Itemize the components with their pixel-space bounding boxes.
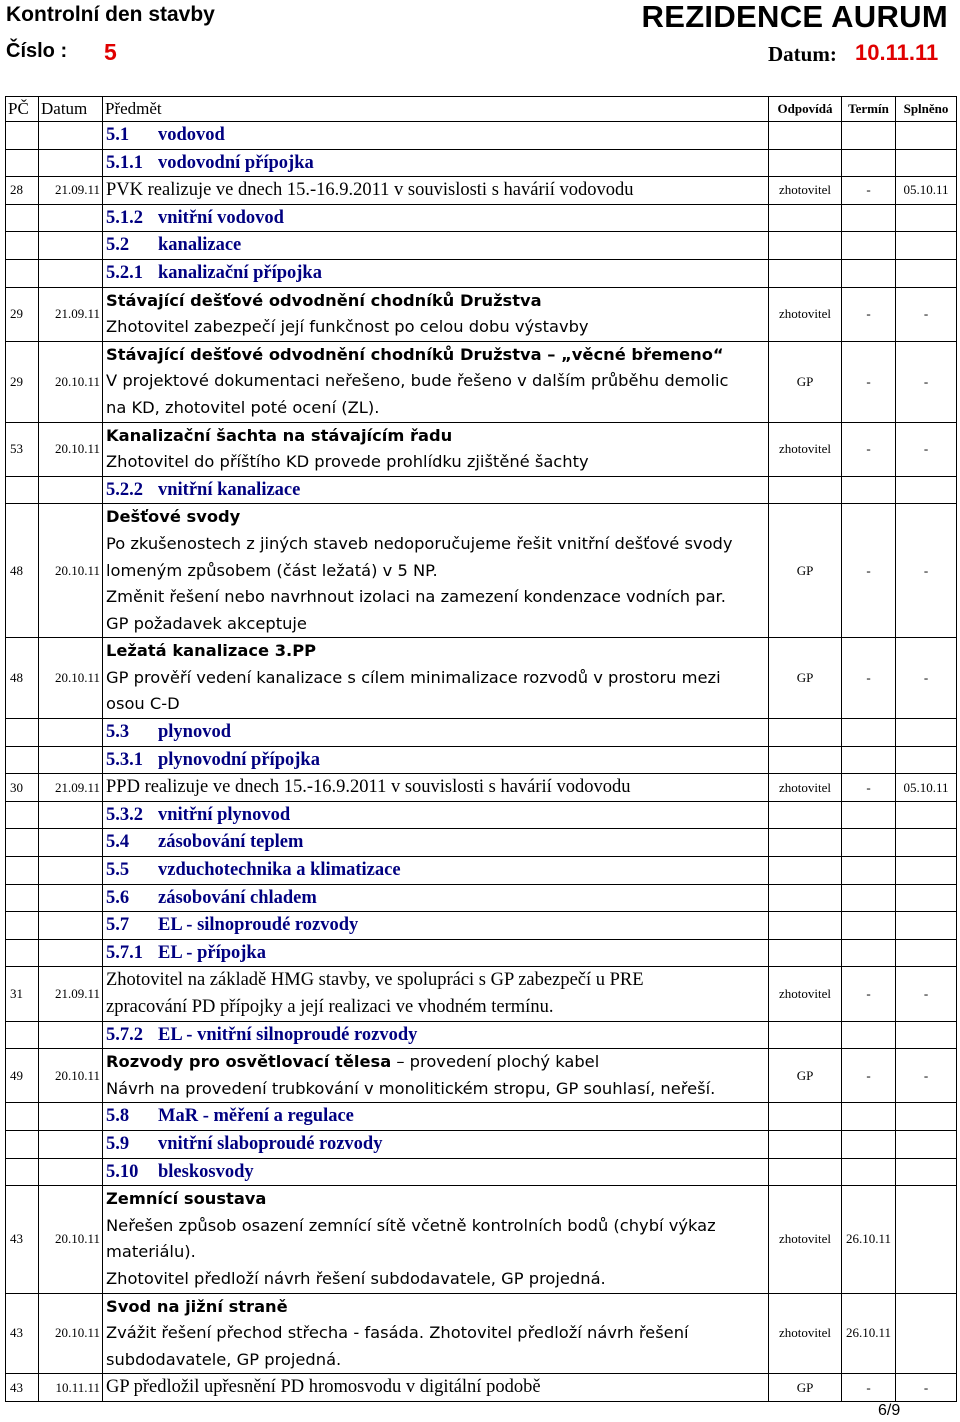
- section-row: [6, 1130, 957, 1158]
- subject-line: Stávající dešťové odvodnění chodníků Družstva – „věcné břemeno“: [106, 344, 724, 364]
- row-deadline: -: [842, 1374, 896, 1402]
- row-deadline: [842, 149, 896, 177]
- row-date: [39, 1103, 103, 1131]
- subject-line: Zhotovitel předloží návrh řešení subdodavatele, GP projedná.: [106, 1268, 606, 1288]
- section-heading: [103, 1103, 769, 1131]
- row-responsible: [769, 122, 842, 150]
- table-row: [6, 967, 957, 1021]
- row-done: -: [896, 341, 957, 422]
- row-subject: [103, 1374, 769, 1402]
- row-done: [896, 857, 957, 885]
- section-number: 5.6: [106, 887, 130, 908]
- row-date: [39, 801, 103, 829]
- subject-rest: – provedení plochý kabel: [391, 1052, 600, 1072]
- section-title: EL - vnitřní silnoproudé rozvody: [158, 1024, 418, 1045]
- section-row: [6, 476, 957, 504]
- row-number: [6, 476, 39, 504]
- row-done: [896, 476, 957, 504]
- number-value: 5: [104, 39, 117, 65]
- section-heading: [103, 719, 769, 747]
- table-header-row: [6, 97, 957, 122]
- row-date: [39, 122, 103, 150]
- row-subject: [103, 341, 769, 422]
- row-responsible: GP: [769, 504, 842, 638]
- page-number: 6/9: [878, 1402, 901, 1419]
- row-date: 10.11.11: [39, 1374, 103, 1402]
- row-number: [6, 857, 39, 885]
- subject-line: Zhotovitel na základě HMG stavby, ve spolupráci s GP zabezpečí u PRE: [106, 970, 644, 991]
- row-responsible: zhotovitel: [769, 967, 842, 1021]
- section-title: vnitřní vodovod: [158, 207, 284, 228]
- row-subject: [103, 774, 769, 802]
- row-deadline: [842, 476, 896, 504]
- subject-line: materiálu).: [106, 1242, 196, 1262]
- row-date: [39, 719, 103, 747]
- section-row: [6, 857, 957, 885]
- row-done: -: [896, 287, 957, 341]
- row-number: [6, 719, 39, 747]
- row-deadline: [842, 884, 896, 912]
- section-title: kanalizační přípojka: [158, 262, 322, 283]
- subject-line: Zhotovitel do příštího KD provede prohlídku zjištěné šachty: [106, 452, 589, 472]
- row-deadline: [842, 1021, 896, 1049]
- column-header-done: Splněno: [896, 97, 957, 122]
- section-row: [6, 204, 957, 232]
- section-title: EL - silnoproudé rozvody: [158, 915, 359, 936]
- row-date: [39, 476, 103, 504]
- row-responsible: [769, 149, 842, 177]
- section-heading: [103, 857, 769, 885]
- table-row: [6, 341, 957, 422]
- row-date: 21.09.11: [39, 774, 103, 802]
- row-done: [896, 746, 957, 774]
- row-done: [896, 1293, 957, 1374]
- row-number: [6, 1130, 39, 1158]
- row-done: [896, 1021, 957, 1049]
- row-responsible: [769, 476, 842, 504]
- row-done: [896, 232, 957, 260]
- column-header-pc: PČ: [6, 97, 39, 122]
- table-row: [6, 287, 957, 341]
- section-number: 5.7: [106, 915, 130, 936]
- section-number: 5.1.1: [106, 152, 143, 173]
- subject-line: Návrh na provedení trubkování v monolitickém stropu, GP souhlasí, neřeší.: [106, 1078, 716, 1098]
- row-number: [6, 1103, 39, 1131]
- section-title: vzduchotechnika a klimatizace: [158, 860, 401, 881]
- subject-line: zpracování PD přípojky a její realizaci ve vhodném termínu.: [106, 997, 554, 1017]
- section-title: EL - přípojka: [158, 942, 266, 963]
- section-title: kanalizace: [158, 235, 242, 256]
- row-date: 21.09.11: [39, 967, 103, 1021]
- row-deadline: -: [842, 287, 896, 341]
- row-subject: [103, 967, 769, 1021]
- project-name: REZIDENCE AURUM: [641, 0, 948, 34]
- subject-line: Po zkušenostech z jiných staveb nedoporučujeme řešit vnitřní dešťové svody: [106, 533, 733, 553]
- row-date: [39, 884, 103, 912]
- row-responsible: zhotovitel: [769, 1186, 842, 1293]
- row-number: [6, 1158, 39, 1186]
- section-heading: [103, 884, 769, 912]
- table-body: [6, 122, 957, 1402]
- section-row: [6, 829, 957, 857]
- row-deadline: [842, 829, 896, 857]
- section-number: 5.10: [106, 1161, 139, 1182]
- row-deadline: [842, 912, 896, 940]
- row-date: [39, 912, 103, 940]
- subject-line: Stávající dešťové odvodnění chodníků Družstva: [106, 290, 542, 310]
- section-title: plynovod: [158, 722, 232, 743]
- section-heading: [103, 259, 769, 287]
- section-title: MaR - měření a regulace: [158, 1106, 354, 1127]
- subject-line: Svod na jižní straně: [106, 1296, 288, 1316]
- section-row: [6, 746, 957, 774]
- row-responsible: [769, 204, 842, 232]
- row-date: 20.10.11: [39, 638, 103, 719]
- row-responsible: GP: [769, 638, 842, 719]
- row-responsible: [769, 746, 842, 774]
- table-row: [6, 504, 957, 638]
- row-done: [896, 1103, 957, 1131]
- row-number: [6, 829, 39, 857]
- section-number: 5.7.1: [106, 942, 143, 963]
- row-done: [896, 829, 957, 857]
- row-subject: [103, 1049, 769, 1103]
- row-done: -: [896, 638, 957, 719]
- row-done: [896, 719, 957, 747]
- row-deadline: [842, 1158, 896, 1186]
- section-number: 5.4: [106, 832, 130, 853]
- row-subject: [103, 422, 769, 476]
- subject-line: PVK realizuje ve dnech 15.-16.9.2011 v souvislosti s havárií vodovodu: [106, 180, 634, 201]
- section-row: [6, 912, 957, 940]
- row-deadline: [842, 204, 896, 232]
- row-date: [39, 1130, 103, 1158]
- row-deadline: -: [842, 967, 896, 1021]
- row-date: [39, 204, 103, 232]
- document-header: [0, 0, 960, 90]
- subject-line: Ležatá kanalizace 3.PP: [106, 641, 317, 661]
- row-done: [896, 259, 957, 287]
- row-done: [896, 204, 957, 232]
- row-deadline: -: [842, 504, 896, 638]
- row-deadline: 26.10.11: [842, 1186, 896, 1293]
- row-done: -: [896, 1374, 957, 1402]
- row-subject: [103, 638, 769, 719]
- row-number: [6, 232, 39, 260]
- row-number: 43: [6, 1186, 39, 1293]
- row-responsible: [769, 939, 842, 967]
- row-responsible: GP: [769, 1374, 842, 1402]
- subject-line: Dešťové svody: [106, 507, 241, 527]
- row-number: 43: [6, 1293, 39, 1374]
- section-number: 5.1.2: [106, 207, 143, 228]
- section-number: 5.3: [106, 722, 130, 743]
- row-date: [39, 149, 103, 177]
- row-responsible: zhotovitel: [769, 287, 842, 341]
- section-heading: [103, 912, 769, 940]
- row-date: 20.10.11: [39, 1293, 103, 1374]
- agenda-table: [5, 96, 957, 1402]
- section-title: plynovodní přípojka: [158, 749, 320, 770]
- section-title: bleskosvody: [158, 1161, 254, 1182]
- row-number: [6, 122, 39, 150]
- row-number: [6, 801, 39, 829]
- row-done: [896, 1186, 957, 1293]
- row-deadline: [842, 719, 896, 747]
- row-number: 30: [6, 774, 39, 802]
- row-deadline: [842, 232, 896, 260]
- row-responsible: [769, 1130, 842, 1158]
- row-responsible: [769, 801, 842, 829]
- row-done: -: [896, 504, 957, 638]
- section-row: [6, 719, 957, 747]
- section-title: vnitřní kanalizace: [158, 479, 301, 500]
- section-heading: [103, 1021, 769, 1049]
- subject-line: GP předložil upřesnění PD hromosvodu v digitální podobě: [106, 1377, 541, 1398]
- number-label: Číslo :: [6, 40, 68, 62]
- column-header-subject: Předmět: [103, 97, 769, 122]
- row-done: [896, 1130, 957, 1158]
- subject-line: Změnit řešení nebo navrhnout izolaci na zamezení kondenzace vodních par.: [106, 587, 726, 607]
- subject-line: na KD, zhotovitel poté ocení (ZL).: [106, 397, 380, 417]
- row-deadline: -: [842, 774, 896, 802]
- section-number: 5.3.2: [106, 804, 143, 825]
- section-heading: [103, 829, 769, 857]
- subject-line: GP požadavek akceptuje: [106, 613, 307, 633]
- row-date: [39, 746, 103, 774]
- row-deadline: [842, 857, 896, 885]
- row-date: 20.10.11: [39, 1049, 103, 1103]
- row-deadline: -: [842, 177, 896, 205]
- section-number: 5.2: [106, 235, 130, 256]
- row-responsible: zhotovitel: [769, 422, 842, 476]
- subject-line: Kanalizační šachta na stávajícím řadu: [106, 425, 453, 445]
- section-heading: [103, 204, 769, 232]
- column-header-responsible: Odpovídá: [769, 97, 842, 122]
- row-number: [6, 149, 39, 177]
- subject-bold-prefix: Rozvody pro osvětlovací tělesa: [106, 1052, 392, 1072]
- table-row: [6, 177, 957, 205]
- row-date: [39, 829, 103, 857]
- section-heading: [103, 746, 769, 774]
- row-deadline: -: [842, 422, 896, 476]
- section-row: [6, 232, 957, 260]
- row-responsible: [769, 829, 842, 857]
- row-date: 20.10.11: [39, 504, 103, 638]
- section-title: zásobování teplem: [158, 832, 304, 853]
- row-responsible: [769, 912, 842, 940]
- section-heading: [103, 122, 769, 150]
- row-deadline: [842, 122, 896, 150]
- row-deadline: [842, 939, 896, 967]
- subject-line: osou C-D: [106, 694, 180, 714]
- table-row: [6, 638, 957, 719]
- row-responsible: [769, 1021, 842, 1049]
- subject-line: PPD realizuje ve dnech 15.-16.9.2011 v souvislosti s havárií vodovodu: [106, 777, 631, 798]
- row-responsible: GP: [769, 341, 842, 422]
- date-label: Datum:: [768, 42, 837, 66]
- row-done: 05.10.11: [896, 774, 957, 802]
- section-title: vodovod: [158, 125, 225, 145]
- subject-line: Zemnící soustava: [106, 1189, 267, 1209]
- row-deadline: [842, 801, 896, 829]
- row-responsible: zhotovitel: [769, 177, 842, 205]
- section-number: 5.1: [106, 125, 130, 145]
- section-number: 5.8: [106, 1106, 130, 1127]
- subject-line: subdodavatele, GP projedná.: [106, 1349, 342, 1369]
- row-done: [896, 912, 957, 940]
- row-number: [6, 1021, 39, 1049]
- section-row: [6, 1158, 957, 1186]
- table-row: [6, 422, 957, 476]
- subject-line: Neřešen způsob osazení zemnící sítě včetně kontrolních bodů (chybí výkaz: [106, 1215, 716, 1235]
- row-done: [896, 801, 957, 829]
- column-header-deadline: Termín: [842, 97, 896, 122]
- row-date: [39, 1158, 103, 1186]
- app-title: Kontrolní den stavby: [6, 3, 215, 26]
- row-responsible: [769, 884, 842, 912]
- agenda-table-wrapper: [5, 96, 956, 1402]
- row-responsible: [769, 1158, 842, 1186]
- row-date: [39, 259, 103, 287]
- section-heading: [103, 149, 769, 177]
- row-number: 29: [6, 341, 39, 422]
- table-row: [6, 1374, 957, 1402]
- subject-line: lomeným způsobem (část ležatá) v 5 NP.: [106, 560, 438, 580]
- row-number: [6, 204, 39, 232]
- row-date: [39, 857, 103, 885]
- row-responsible: [769, 232, 842, 260]
- row-date: 20.10.11: [39, 422, 103, 476]
- section-row: [6, 939, 957, 967]
- row-responsible: zhotovitel: [769, 1293, 842, 1374]
- row-number: 28: [6, 177, 39, 205]
- row-done: -: [896, 1049, 957, 1103]
- table-row: [6, 1049, 957, 1103]
- section-number: 5.2.1: [106, 262, 143, 283]
- row-responsible: [769, 719, 842, 747]
- subject-line: GP prověří vedení kanalizace s cílem minimalizace rozvodů v prostoru mezi: [106, 667, 721, 687]
- section-number: 5.3.1: [106, 749, 143, 770]
- row-number: [6, 912, 39, 940]
- row-deadline: [842, 259, 896, 287]
- row-date: 21.09.11: [39, 177, 103, 205]
- row-subject: [103, 177, 769, 205]
- row-responsible: [769, 259, 842, 287]
- row-deadline: [842, 1130, 896, 1158]
- section-title: vnitřní plynovod: [158, 804, 291, 825]
- section-heading: [103, 1158, 769, 1186]
- row-date: [39, 939, 103, 967]
- row-done: [896, 884, 957, 912]
- row-number: [6, 884, 39, 912]
- row-subject: [103, 1186, 769, 1293]
- table-row: [6, 774, 957, 802]
- section-heading: [103, 801, 769, 829]
- table-row: [6, 1186, 957, 1293]
- row-responsible: zhotovitel: [769, 774, 842, 802]
- row-responsible: GP: [769, 1049, 842, 1103]
- row-done: -: [896, 422, 957, 476]
- column-header-date: Datum: [39, 97, 103, 122]
- section-row: [6, 884, 957, 912]
- row-deadline: [842, 1103, 896, 1131]
- row-number: 31: [6, 967, 39, 1021]
- section-heading: [103, 232, 769, 260]
- table-row: [6, 1293, 957, 1374]
- row-number: 48: [6, 504, 39, 638]
- row-deadline: -: [842, 638, 896, 719]
- section-number: 5.2.2: [106, 479, 143, 500]
- section-row: [6, 1103, 957, 1131]
- row-deadline: [842, 746, 896, 774]
- section-title: vnitřní slaboproudé rozvody: [158, 1133, 383, 1154]
- section-number: 5.9: [106, 1133, 130, 1154]
- subject-line: Zvážit řešení přechod střecha - fasáda. Zhotovitel předloží návrh řešení: [106, 1323, 689, 1343]
- row-done: 05.10.11: [896, 177, 957, 205]
- row-number: [6, 746, 39, 774]
- row-deadline: 26.10.11: [842, 1293, 896, 1374]
- row-subject: [103, 287, 769, 341]
- section-number: 5.5: [106, 860, 130, 881]
- row-responsible: [769, 857, 842, 885]
- subject-line: Zhotovitel zabezpečí její funkčnost po celou dobu výstavby: [106, 317, 589, 337]
- section-row: [6, 1021, 957, 1049]
- section-row: [6, 149, 957, 177]
- row-deadline: -: [842, 341, 896, 422]
- section-heading: [103, 939, 769, 967]
- row-date: [39, 232, 103, 260]
- row-done: [896, 149, 957, 177]
- row-done: -: [896, 967, 957, 1021]
- row-number: [6, 939, 39, 967]
- row-done: [896, 122, 957, 150]
- row-number: 43: [6, 1374, 39, 1402]
- section-heading: [103, 476, 769, 504]
- row-number: 29: [6, 287, 39, 341]
- row-number: [6, 259, 39, 287]
- section-row: [6, 801, 957, 829]
- section-title: vodovodní přípojka: [158, 152, 314, 173]
- row-done: [896, 1158, 957, 1186]
- row-number: 49: [6, 1049, 39, 1103]
- row-date: [39, 1021, 103, 1049]
- section-row: [6, 122, 957, 150]
- row-number: 53: [6, 422, 39, 476]
- date-value: 10.11.11: [855, 40, 939, 65]
- subject-line: [106, 1049, 766, 1076]
- row-done: [896, 939, 957, 967]
- row-date: 21.09.11: [39, 287, 103, 341]
- row-subject: [103, 504, 769, 638]
- row-date: 20.10.11: [39, 1186, 103, 1293]
- section-heading: [103, 1130, 769, 1158]
- section-row: [6, 259, 957, 287]
- row-date: 20.10.11: [39, 341, 103, 422]
- row-subject: [103, 1293, 769, 1374]
- row-number: 48: [6, 638, 39, 719]
- section-number: 5.7.2: [106, 1024, 143, 1045]
- row-responsible: [769, 1103, 842, 1131]
- subject-line: V projektové dokumentaci neřešeno, bude řešeno v dalším průběhu demolic: [106, 371, 729, 391]
- row-deadline: -: [842, 1049, 896, 1103]
- section-title: zásobování chladem: [158, 887, 317, 908]
